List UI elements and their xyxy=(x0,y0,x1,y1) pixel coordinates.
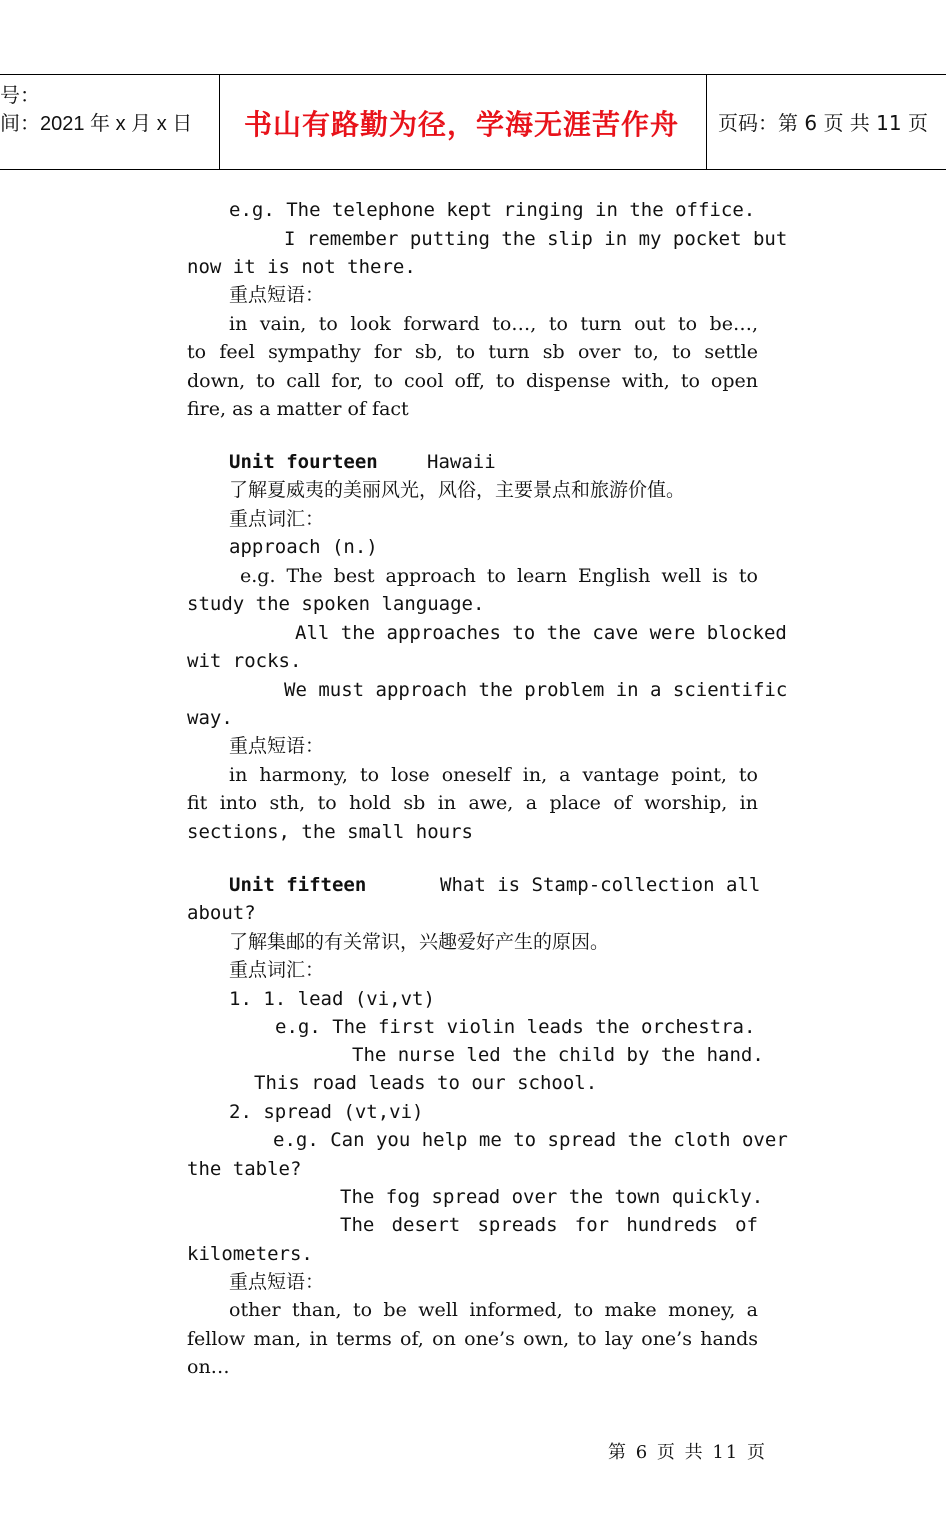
text-line: e.g. The best approach to learn English well is to xyxy=(240,565,758,587)
text-line: on… xyxy=(187,1356,230,1378)
text-line: The desert spreads for hundreds of xyxy=(340,1214,758,1236)
text-line: We must approach the problem in a scientific xyxy=(284,679,788,701)
text-line: in vain, to look forward to…, to turn out to be…, xyxy=(229,313,758,335)
header-date-label: 间：2021 年 x 月 x 日 xyxy=(0,113,193,135)
text-line: way. xyxy=(187,707,233,729)
text-line: wit rocks. xyxy=(187,650,302,672)
text-line: fit into sth, to hold sb in awe, a place of worship, in xyxy=(187,792,758,814)
text-line: e.g. The first violin leads the orchestra. xyxy=(275,1016,756,1038)
page-footer: 第 6 页 共 11 页 xyxy=(608,1442,767,1463)
text-line: kilometers. xyxy=(187,1243,313,1265)
header-motto: 书山有路勤为径，学海无涯苦作舟 xyxy=(244,108,680,141)
section-label: 重点词汇： xyxy=(229,959,325,981)
text-line: study the spoken language. xyxy=(187,593,485,615)
section-label: 重点短语： xyxy=(229,284,325,306)
text-line: All the approaches to the cave were blocked xyxy=(295,622,787,644)
text-line: 了解集邮的有关常识，兴趣爱好产生的原因。 xyxy=(229,931,610,953)
text-line: to feel sympathy for sb, to turn sb over to, to settle xyxy=(187,341,758,363)
text-line: sections, the small hours xyxy=(187,821,473,843)
unit-title: What is Stamp-collection all xyxy=(440,874,761,896)
text-line: the table? xyxy=(187,1158,302,1180)
text-line: 1. 1. lead (vi,vt) xyxy=(229,988,435,1010)
text-line: The fog spread over the town quickly. xyxy=(340,1186,764,1208)
header-divider-right xyxy=(706,75,707,169)
text-line: The nurse led the child by the hand. xyxy=(352,1044,764,1066)
text-line: 2. spread (vt,vi) xyxy=(229,1101,424,1123)
text-line: down, to call for, to cool off, to dispense with, to open xyxy=(187,370,758,392)
text-line: e.g. Can you help me to spread the cloth over xyxy=(273,1129,788,1151)
section-label: 重点短语： xyxy=(229,735,325,757)
text-line: in harmony, to lose oneself in, a vantage point, to xyxy=(229,764,758,786)
text-line: other than, to be well informed, to make money, a xyxy=(229,1299,758,1321)
unit-title: Hawaii xyxy=(427,451,496,473)
header-page-number: 页码：第 6 页 共 11 页 xyxy=(718,111,928,135)
header-serial-label: 号： xyxy=(0,85,40,107)
header-divider-left xyxy=(219,75,220,169)
section-label: 重点词汇： xyxy=(229,508,325,530)
unit-heading: Unit fourteen xyxy=(229,451,378,473)
section-label: 重点短语： xyxy=(229,1271,325,1293)
unit-heading: Unit fifteen xyxy=(229,874,367,896)
text-line: 了解夏威夷的美丽风光，风俗，主要景点和旅游价值。 xyxy=(229,479,686,501)
text-line: now it is not there. xyxy=(187,256,416,278)
text-line: e.g. The telephone kept ringing in the office. xyxy=(229,199,756,221)
text-line: about? xyxy=(187,902,256,924)
text-line: approach (n.) xyxy=(229,536,378,558)
text-line: fire, as a matter of fact xyxy=(187,398,409,420)
text-line: I remember putting the slip in my pocket but xyxy=(284,228,788,250)
text-line: fellow man, in terms of, on one’s own, to lay one’s hands xyxy=(187,1328,758,1350)
text-line: This road leads to our school. xyxy=(254,1072,598,1094)
page-header-table xyxy=(0,74,946,170)
